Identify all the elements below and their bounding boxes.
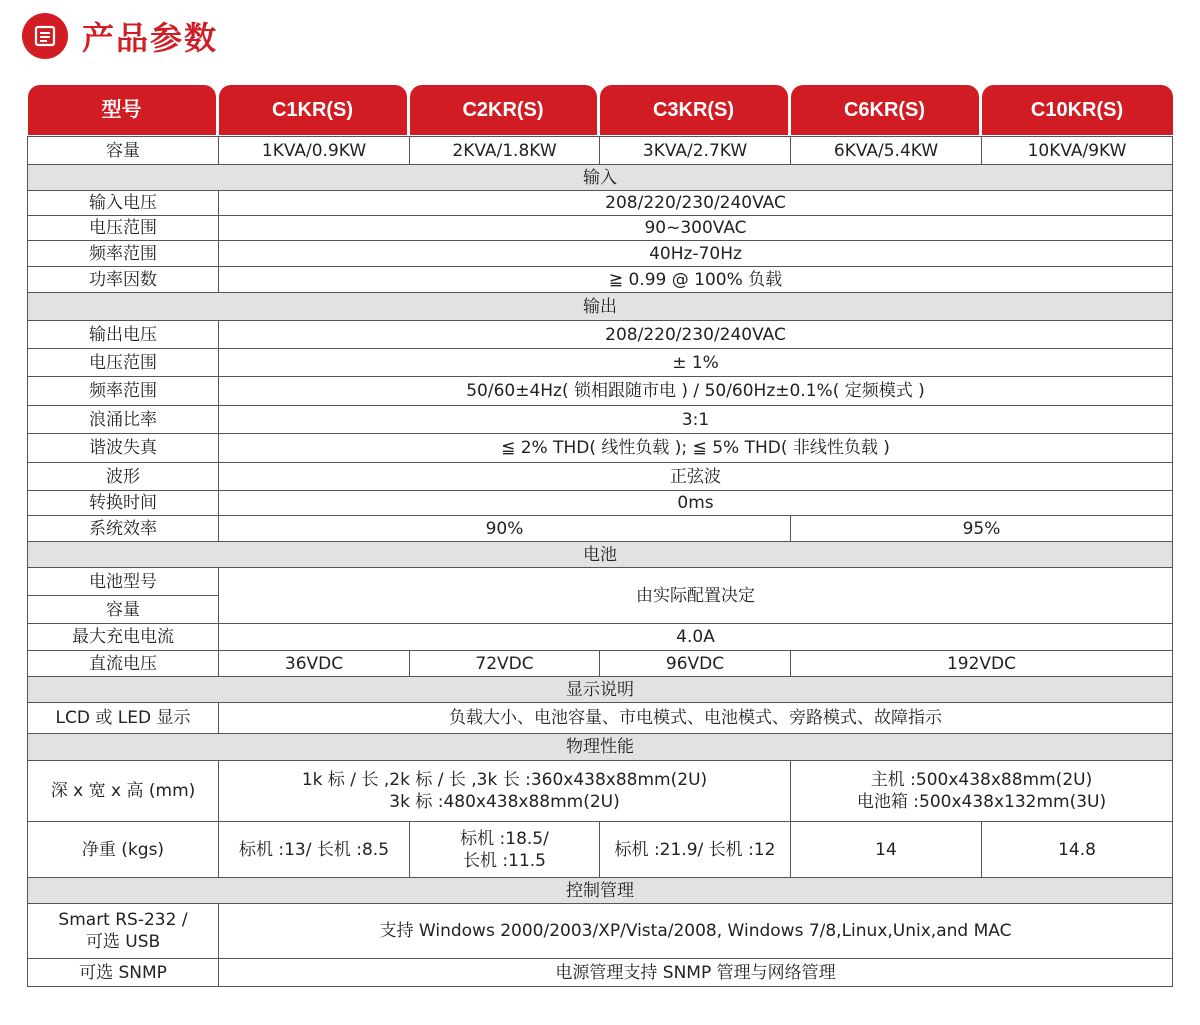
row-label: 功率因数: [28, 267, 219, 293]
dimension-line: 3k 标 :480x438x88mm(2U): [389, 792, 620, 812]
table-cell: 208/220/230/240VAC: [219, 191, 1173, 216]
table-cell: 2KVA/1.8KW: [410, 137, 600, 165]
row-label: [28, 904, 219, 959]
table-cell: 95%: [791, 516, 1173, 542]
table-cell: 3:1: [219, 406, 1173, 434]
table-cell: 14.8: [982, 822, 1173, 878]
table-cell: 36VDC: [219, 651, 410, 677]
table-row: [28, 651, 1173, 677]
row-label: 输出电压: [28, 321, 219, 349]
table-cell: 90%: [219, 516, 791, 542]
table-cell: 标机 :13/ 长机 :8.5: [219, 822, 410, 878]
section-heading: 输入: [28, 165, 1173, 191]
model-tab: C6KR(S): [791, 85, 979, 135]
model-tab: C2KR(S): [410, 85, 597, 135]
row-label: 电压范围: [28, 216, 219, 241]
table-row: [28, 761, 1173, 822]
table-cell: 96VDC: [600, 651, 791, 677]
dimension-line: 主机 :500x438x88mm(2U): [870, 770, 1093, 790]
table-cell: 192VDC: [791, 651, 1173, 677]
table-cell: 支持 Windows 2000/2003/XP/Vista/2008, Windows 7/8,Linux,Unix,and MAC: [219, 904, 1173, 959]
row-label: 最大充电电流: [28, 624, 219, 651]
row-label-line: Smart RS-232 /: [58, 910, 188, 930]
table-row: [28, 703, 1173, 734]
table-cell: [791, 761, 1173, 822]
table-cell: 90~300VAC: [219, 216, 1173, 241]
table-cell: ± 1%: [219, 349, 1173, 377]
table-row: [28, 959, 1173, 987]
section-heading: 电池: [28, 542, 1173, 568]
table-cell: 50/60±4Hz( 锁相跟随市电 ) / 50/60Hz±0.1%( 定频模式 ): [219, 377, 1173, 406]
row-label: 电池型号: [28, 568, 219, 596]
section-heading: 显示说明: [28, 677, 1173, 703]
row-label: 频率范围: [28, 377, 219, 406]
table-cell: 72VDC: [410, 651, 600, 677]
row-label: 电压范围: [28, 349, 219, 377]
row-label: 可选 SNMP: [28, 959, 219, 987]
table-cell: 40Hz-70Hz: [219, 241, 1173, 267]
table-row: [28, 822, 1173, 878]
row-label: 直流电压: [28, 651, 219, 677]
dimension-line: 电池箱 :500x438x132mm(3U): [856, 792, 1107, 812]
table-row: [28, 377, 1173, 406]
table-row: [28, 137, 1173, 165]
table-cell: 10KVA/9KW: [982, 137, 1173, 165]
table-cell: 208/220/230/240VAC: [219, 321, 1173, 349]
row-label-line: 可选 USB: [85, 932, 161, 952]
table-row: [28, 434, 1173, 463]
row-label: 转换时间: [28, 491, 219, 516]
table-cell: 由实际配置决定: [219, 568, 1173, 624]
row-label: 浪涌比率: [28, 406, 219, 434]
spec-table: [27, 84, 1173, 987]
document-list-icon: [22, 13, 68, 59]
table-row: [28, 624, 1173, 651]
table-cell: 标机 :21.9/ 长机 :12: [600, 822, 791, 878]
row-label: 谐波失真: [28, 434, 219, 463]
table-row: [28, 267, 1173, 293]
table-row: [28, 349, 1173, 377]
table-cell: 6KVA/5.4KW: [791, 137, 982, 165]
row-label: 深 x 宽 x 高 (mm): [28, 761, 219, 822]
table-row: [28, 516, 1173, 542]
table-row: [28, 406, 1173, 434]
table-cell: ≧ 0.99 @ 100% 负载: [219, 267, 1173, 293]
dimension-line: 1k 标 / 长 ,2k 标 / 长 ,3k 长 :360x438x88mm(2U): [301, 770, 708, 790]
table-cell: 3KVA/2.7KW: [600, 137, 791, 165]
table-row: [28, 491, 1173, 516]
table-cell: [219, 761, 791, 822]
table-row: [28, 568, 1173, 596]
row-label: 容量: [28, 596, 219, 624]
table-cell: 电源管理支持 SNMP 管理与网络管理: [219, 959, 1173, 987]
table-cell: 4.0A: [219, 624, 1173, 651]
table-cell: ≦ 2% THD( 线性负载 ); ≦ 5% THD( 非线性负载 ): [219, 434, 1173, 463]
table-row: [28, 321, 1173, 349]
row-label: 频率范围: [28, 241, 219, 267]
row-label: LCD 或 LED 显示: [28, 703, 219, 734]
model-tab: C10KR(S): [982, 85, 1173, 135]
weight-line: 标机 :18.5/: [460, 828, 549, 849]
table-row: [28, 216, 1173, 241]
table-cell: 0ms: [219, 491, 1173, 516]
model-tab: C3KR(S): [600, 85, 788, 135]
page-title: 产品参数: [82, 19, 219, 57]
table-cell: 1KVA/0.9KW: [219, 137, 410, 165]
table-cell: 14: [791, 822, 982, 878]
row-label: 容量: [28, 137, 219, 165]
section-header: [22, 12, 218, 60]
row-label: 系统效率: [28, 516, 219, 542]
table-cell: 负载大小、电池容量、市电模式、电池模式、旁路模式、故障指示: [219, 703, 1173, 734]
model-label-tab: 型号: [28, 85, 216, 135]
weight-line: 长机 :11.5: [463, 850, 546, 871]
section-heading: 输出: [28, 293, 1173, 321]
table-cell: [410, 822, 600, 878]
section-heading: 控制管理: [28, 878, 1173, 904]
table-row: [28, 463, 1173, 491]
model-tab: C1KR(S): [219, 85, 407, 135]
table-row: [28, 904, 1173, 959]
section-heading: 物理性能: [28, 734, 1173, 761]
table-cell: 正弦波: [219, 463, 1173, 491]
table-row: [28, 191, 1173, 216]
row-label: 波形: [28, 463, 219, 491]
row-label: 输入电压: [28, 191, 219, 216]
model-header-row: [28, 84, 1173, 137]
table-row: [28, 241, 1173, 267]
row-label: 净重 (kgs): [28, 822, 219, 878]
